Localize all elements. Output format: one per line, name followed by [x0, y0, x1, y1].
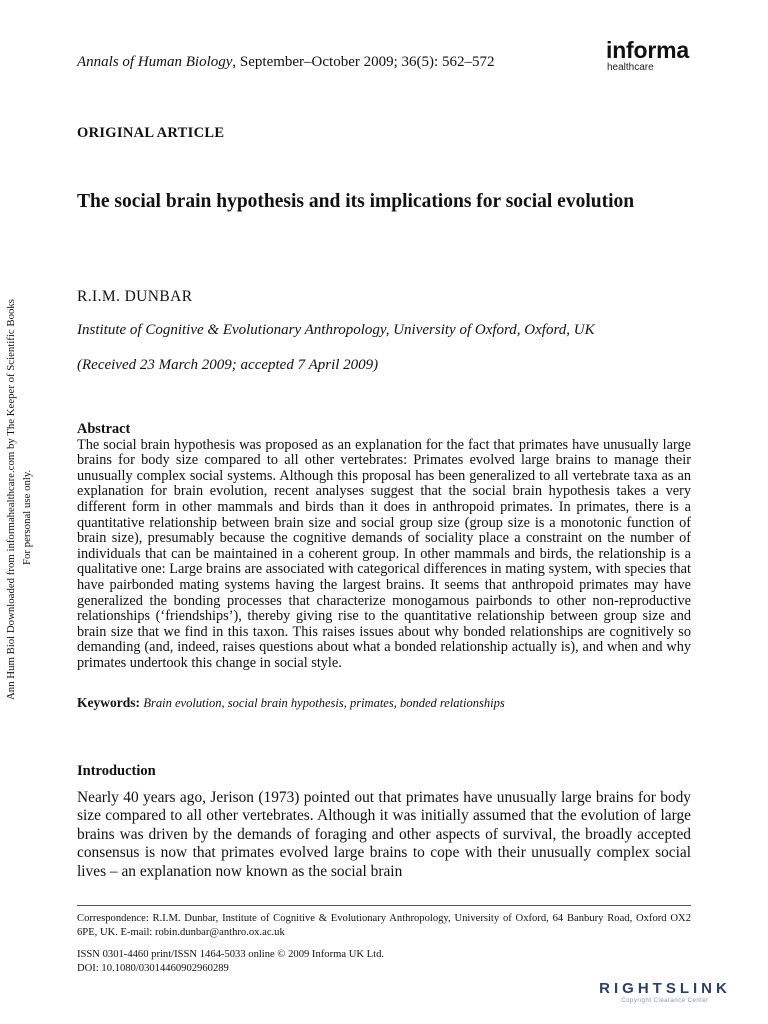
keywords-text: Brain evolution, social brain hypothesis, primates, bonded relationships [143, 696, 505, 710]
article-type: ORIGINAL ARTICLE [77, 125, 225, 141]
rightslink-subtext: Copyright Clearance Center [621, 998, 709, 1004]
issn: ISSN 0301-4460 print/ISSN 1464-5033 online © 2009 Informa UK Ltd. [77, 949, 385, 960]
publication-info [77, 948, 691, 975]
rightslink-text: RIGHTSLINK [599, 980, 731, 997]
correspondence: Correspondence: R.I.M. Dunbar, Institute of Cognitive & Evolutionary Anthropology, University of Oxford, 64 Banbury Road, Oxford OX2 6PE, UK. E-mail: robin.dunbar@anthro.ox.ac.uk [77, 913, 691, 938]
journal-citation [77, 54, 494, 71]
watermark-line-2: For personal use only. [21, 469, 33, 565]
download-watermark [0, 0, 40, 1024]
introduction-text: Nearly 40 years ago, Jerison (1973) pointed out that primates have unusually large brains for body size compared to all other vertebrates. Although it was initially assumed that the evolution of large brains was driven by the demands of foraging and other aspects of survival, the broadly accepted consensus is now that primates evolved large brains to cope with their unusually complex social lives – an explanation now known as the social brain [77, 789, 691, 880]
abstract-heading: Abstract [77, 421, 131, 437]
keywords-label: Keywords: [77, 695, 140, 710]
informa-healthcare-logo [606, 38, 706, 74]
rightslink-logo[interactable] [580, 980, 750, 1004]
abstract [77, 422, 691, 672]
keywords [77, 695, 691, 711]
journal-issue: , September–October 2009; 36(5): 562–572 [232, 54, 495, 70]
affiliation: Institute of Cognitive & Evolutionary Anthropology, University of Oxford, Oxford, UK [77, 322, 595, 338]
introduction-heading: Introduction [77, 763, 156, 779]
doi: DOI: 10.1080/03014460902960289 [77, 962, 229, 974]
author: R.I.M. DUNBAR [77, 288, 193, 305]
footnote-divider [77, 905, 691, 906]
article-title: The social brain hypothesis and its implications for social evolution [77, 191, 635, 212]
abstract-text: The social brain hypothesis was proposed as an explanation for the fact that primates have unusually large brains for body size compared to all other vertebrates: Primates evolved large brains to manage their unusually complex social systems. Although this proposal has been generalized to all vertebrate taxa as an explanation for brain evolution, recent analyses suggest that the social brain hypothesis takes a very different form in other mammals and birds than it does in anthropoid primates. In primates, there is a quantitative relationship between brain size and social group size (group size is a monotonic function of brain size), presumably because the cognitive demands of sociality place a constraint on the number of individuals that can be maintained in a coherent group. In other mammals and birds, the relationship is a qualitative one: Large brains are associated with categorical differences in mating system, with species that have pairbonded mating systems having the largest brains. It seems that anthropoid primates may have generalized the bonding processes that characterize monogamous pairbonds to other non-reproductive relationships (‘friendships’), thereby giving rise to the quantitative relationship between group size and brain size that we find in this taxon. This raises issues about why bonded relationships are cognitively so demanding (and, indeed, raises questions about what a bonded relationship actually is), and when and why primates undertook this change in social style. [77, 436, 691, 671]
received-dates: (Received 23 March 2009; accepted 7 April 2009) [77, 357, 379, 373]
logo-main-text: informa [606, 37, 689, 63]
journal-name: Annals of Human Biology [77, 54, 233, 70]
watermark-line-1: Ann Hum Biol Downloaded from informahealthcare.com by The Keeper of Scientific Books [5, 299, 17, 700]
logo-sub-text: healthcare [607, 62, 654, 73]
